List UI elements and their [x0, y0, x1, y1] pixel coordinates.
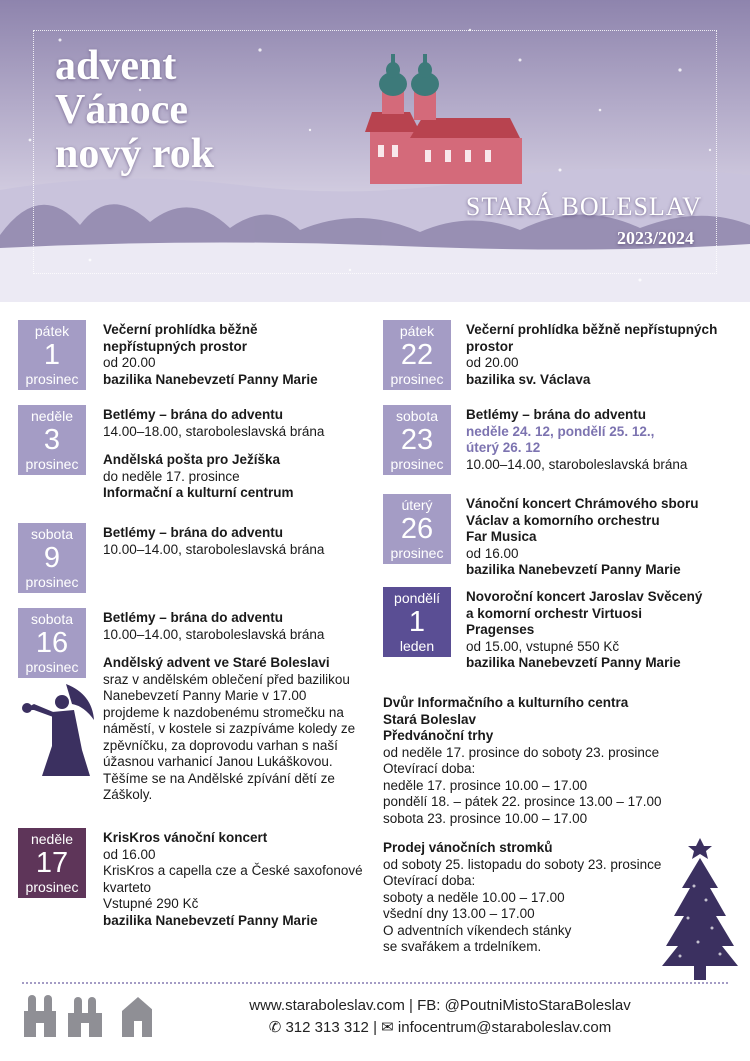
date-box-weekday: pondělí	[394, 590, 440, 606]
footer-divider	[22, 982, 728, 984]
info-detail-line: Otevírací doba:	[383, 761, 476, 776]
date-box-weekday: sobota	[30, 526, 74, 542]
event-title-line: Vánoční koncert Chrámového sboru	[466, 496, 699, 511]
event-detail-line: KrisKros a capella cze a České saxofonové	[103, 863, 363, 878]
date-box-month: leden	[399, 638, 435, 654]
angel-trumpet-icon	[22, 680, 98, 784]
event-text	[466, 322, 736, 388]
date-box	[18, 608, 86, 678]
event-detail-line: náměstí, v kostele si zazpíváme koledy ze	[103, 721, 356, 736]
event-detail-line: 10.00–14.00, staroboleslavská brána	[103, 541, 325, 557]
date-box	[18, 405, 86, 475]
date-box-weekday: pátek	[399, 323, 435, 339]
event-title-line: Andělský advent ve Staré Boleslavi	[103, 655, 330, 670]
event-detail-line: kvarteto	[103, 879, 152, 895]
date-box-month: prosinec	[25, 574, 79, 590]
hero-banner	[0, 0, 750, 302]
event-detail-line: od 20.00	[466, 355, 519, 370]
christmas-market-info	[383, 695, 703, 827]
date-box-day-number: 26	[400, 513, 434, 545]
date-box	[18, 523, 86, 593]
date-box	[18, 828, 86, 898]
hero-title-line: nový rok	[55, 131, 215, 177]
event-title-line: a komorní orchestr Virtuosi	[466, 605, 643, 621]
phone-icon: ✆	[268, 1019, 282, 1036]
event-title-line: Večerní prohlídka běžně nepřístupných	[466, 322, 718, 337]
info-detail-line: se svařákem a trdelníkem.	[383, 939, 542, 954]
event-detail-line: od 16.00	[103, 846, 156, 862]
date-box-day-number: 16	[35, 627, 69, 659]
date-box-weekday: neděle	[30, 831, 74, 847]
date-box	[383, 494, 451, 564]
event-title-line: Betlémy – brána do adventu	[103, 525, 284, 540]
date-box-day-number: 9	[43, 542, 61, 574]
event-venue-line: bazilika Nanebevzetí Panny Marie	[103, 371, 318, 387]
hero-title-line: Vánoce	[55, 87, 188, 133]
event-detail-line: Těšíme se na Andělské zpívání dětí ze	[103, 770, 335, 786]
event-highlight-line: neděle 24. 12, pondělí 25. 12.,	[466, 423, 655, 439]
date-box-weekday: sobota	[395, 408, 439, 424]
date-box-day-number: 17	[35, 847, 69, 879]
footer-contact-line	[205, 1018, 675, 1036]
event-detail-line: projdeme k nazdobenému stromečku na	[103, 704, 344, 720]
date-box-day-number: 3	[43, 424, 61, 456]
date-box-month: prosinec	[25, 456, 79, 472]
event-text	[103, 610, 375, 804]
envelope-icon: ✉	[381, 1019, 394, 1036]
event-title-line: Betlémy – brána do adventu	[103, 407, 284, 422]
event-text	[103, 525, 375, 558]
info-detail-line: od soboty 25. listopadu do soboty 23. prosince	[383, 856, 662, 872]
event-title-line: Far Musica	[466, 529, 537, 544]
event-detail-line: Záškoly.	[103, 787, 153, 802]
info-detail-line: soboty a neděle 10.00 – 17.00	[383, 889, 565, 905]
date-box-weekday: pátek	[34, 323, 70, 339]
footer-email: infocentrum@staraboleslav.com	[397, 1019, 612, 1036]
date-box-day-number: 22	[400, 339, 434, 371]
date-box	[383, 405, 451, 475]
event-detail-line: sraz v andělském oblečení před bazilikou	[103, 671, 350, 687]
event-title-line: nepřístupných prostor	[103, 338, 248, 354]
event-venue-line: bazilika Nanebevzetí Panny Marie	[466, 562, 681, 577]
event-detail-line: od 15.00, vstupné 550 Kč	[466, 638, 620, 654]
event-venue-line: Informační a kulturní centrum	[103, 485, 294, 500]
footer-web-line: www.staraboleslav.com | FB: @PoutniMistoStaraBoleslav	[249, 997, 631, 1014]
info-detail-line: pondělí 18. – pátek 22. prosince 13.00 – 17.00	[383, 794, 662, 809]
footer-phone: 312 313 312	[285, 1019, 369, 1036]
date-box	[383, 587, 451, 657]
info-title-line: Prodej vánočních stromků	[383, 840, 553, 855]
event-title-line: Pragenses	[466, 622, 535, 637]
event-detail-line: do neděle 17. prosince	[103, 468, 240, 484]
info-detail-line: sobota 23. prosince 10.00 – 17.00	[383, 810, 588, 826]
event-detail-line: od 20.00	[103, 355, 156, 370]
event-text	[103, 407, 375, 502]
hero-title-line: advent	[55, 43, 177, 89]
info-detail-line: Otevírací doba:	[383, 873, 476, 888]
event-detail-line: Vstupné 290 Kč	[103, 896, 199, 911]
spacer	[103, 440, 375, 452]
event-highlight-line: úterý 26. 12	[466, 440, 541, 455]
date-box	[18, 320, 86, 390]
date-box-weekday: neděle	[30, 408, 74, 424]
spacer	[103, 643, 375, 655]
event-title-line: Novoroční koncert Jaroslav Svěcený	[466, 589, 703, 604]
event-title-line: KrisKros vánoční koncert	[103, 830, 268, 845]
date-box-month: prosinec	[25, 659, 79, 675]
event-venue-line: bazilika Nanebevzetí Panny Marie	[103, 912, 318, 928]
event-title-line: Betlémy – brána do adventu	[103, 610, 284, 625]
date-box-weekday: úterý	[401, 497, 433, 513]
info-detail-line: všední dny 13.00 – 17.00	[383, 906, 535, 921]
date-box-month: prosinec	[390, 371, 444, 387]
church-icon	[22, 993, 152, 1037]
info-title-line: Stará Boleslav	[383, 711, 477, 727]
event-title-line: prostor	[466, 338, 514, 354]
date-box	[383, 320, 451, 390]
date-box-month: prosinec	[390, 456, 444, 472]
event-title-line: Betlémy – brána do adventu	[466, 407, 647, 422]
event-text	[466, 589, 736, 672]
info-title-line: Dvůr Informačního a kulturního centra	[383, 695, 629, 710]
event-detail-line: Nanebevzetí Panny Marie v 17.00	[103, 688, 307, 703]
info-detail-line: O adventních víkendech stánky	[383, 922, 572, 938]
event-text	[466, 407, 736, 473]
event-detail-line: 14.00–18.00, staroboleslavská brána	[103, 423, 325, 439]
date-box-month: prosinec	[25, 879, 79, 895]
footer-separator: |	[373, 1019, 377, 1036]
date-box-day-number: 1	[408, 606, 426, 638]
event-title-line: Václav a komorního orchestru	[466, 512, 660, 528]
event-detail-line: 10.00–14.00, staroboleslavská brána	[103, 626, 325, 642]
tree-sale-info	[383, 840, 693, 956]
date-box-month: prosinec	[390, 545, 444, 561]
date-box-month: prosinec	[25, 371, 79, 387]
event-title-line: Večerní prohlídka běžně	[103, 322, 258, 337]
event-venue-line: bazilika Nanebevzetí Panny Marie	[466, 655, 681, 670]
hero-town-name: STARÁ BOLESLAV	[465, 192, 702, 221]
hero-year: 2023/2024	[616, 228, 694, 248]
event-detail-line: zpěvníčku, za doprovodu varhan s naší	[103, 737, 338, 753]
event-title-line: Andělská pošta pro Ježíška	[103, 452, 281, 467]
event-venue-line: bazilika sv. Václava	[466, 371, 591, 387]
event-text	[466, 496, 736, 579]
event-detail-line: od 16.00	[466, 545, 519, 561]
info-detail-line: od neděle 17. prosince do soboty 23. prosince	[383, 744, 660, 760]
event-detail-line: 10.00–14.00, staroboleslavská brána	[466, 456, 688, 472]
event-text	[103, 322, 375, 388]
info-detail-line: neděle 17. prosince 10.00 – 17.00	[383, 777, 588, 793]
date-box-day-number: 23	[400, 424, 434, 456]
event-detail-line: úžasnou varhanicí Janou Lukáškovou.	[103, 754, 333, 769]
event-text	[103, 830, 375, 929]
date-box-day-number: 1	[43, 339, 61, 371]
date-box-weekday: sobota	[30, 611, 74, 627]
info-title-line: Předvánoční trhy	[383, 728, 494, 743]
